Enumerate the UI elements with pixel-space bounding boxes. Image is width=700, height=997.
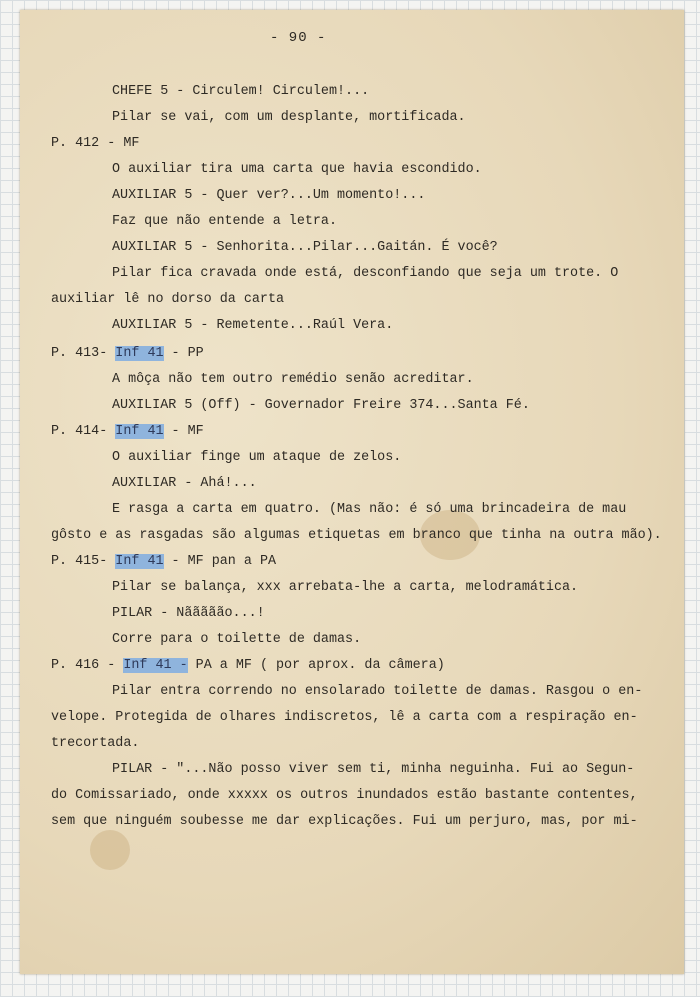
script-line [51,346,204,361]
script-line: AUXILIAR - Ahá!... [112,476,257,491]
shot-type: - PP [163,346,204,361]
shot-type: - MF pan a PA [163,554,277,569]
shot-number: P. 413- [51,346,116,361]
script-line: E rasga a carta em quatro. (Mas não: é só uma brincadeira de mau [112,502,627,517]
script-line: AUXILIAR 5 - Remetente...Raúl Vera. [112,318,394,333]
highlighted-insert-note: Inf 41 - [123,658,188,673]
script-line [51,554,276,569]
script-line: Pilar fica cravada onde está, desconfiando que seja um trote. O [112,266,619,281]
script-line: auxiliar lê no dorso da carta [51,292,285,307]
script-line: PILAR - Nããããão...! [112,606,265,621]
script-line: AUXILIAR 5 - Quer ver?...Um momento!... [112,188,426,203]
script-line [51,424,204,439]
script-line [51,658,445,673]
shot-number: P. 415- [51,554,116,569]
script-line: do Comissariado, onde xxxxx os outros inundados estão bastante contentes, [51,788,638,803]
paper-stain [90,830,130,870]
shot-number: P. 414- [51,424,116,439]
shot-number: P. 416 - [51,658,124,673]
script-line: Faz que não entende a letra. [112,214,337,229]
script-line: CHEFE 5 - Circulem! Circulem!... [112,84,370,99]
page-number: - 90 - [270,30,327,46]
script-line: sem que ninguém soubesse me dar explicações. Fui um perjuro, mas, por mi- [51,814,638,829]
script-line: PILAR - "...Não posso viver sem ti, minha neguinha. Fui ao Segun- [112,762,635,777]
script-line: Pilar entra correndo no ensolarado toilette de damas. Rasgou o en- [112,684,643,699]
script-line: A môça não tem outro remédio senão acreditar. [112,372,474,387]
script-line: gôsto e as rasgadas são algumas etiquetas em branco que tinha na outra mão). [51,528,662,543]
script-line: P. 412 - MF [51,136,140,151]
script-line: O auxiliar tira uma carta que havia escondido. [112,162,482,177]
script-line: Corre para o toilette de damas. [112,632,362,647]
script-line: velope. Protegida de olhares indiscretos, lê a carta com a respiração en- [51,710,638,725]
shot-type: - MF [163,424,204,439]
script-line: Pilar se balança, xxx arrebata-lhe a carta, melodramática. [112,580,579,595]
script-line: AUXILIAR 5 (Off) - Governador Freire 374...Santa Fé. [112,398,530,413]
script-line: trecortada. [51,736,140,751]
shot-type: PA a MF ( por aprox. da câmera) [187,658,445,673]
script-line: AUXILIAR 5 - Senhorita...Pilar...Gaitán. É você? [112,240,498,255]
highlighted-insert-note: Inf 41 [115,424,164,439]
script-line: Pilar se vai, com um desplante, mortificada. [112,110,466,125]
highlighted-insert-note: Inf 41 [115,346,164,361]
script-line: O auxiliar finge um ataque de zelos. [112,450,402,465]
highlighted-insert-note: Inf 41 [115,554,164,569]
typewritten-page [20,10,684,974]
